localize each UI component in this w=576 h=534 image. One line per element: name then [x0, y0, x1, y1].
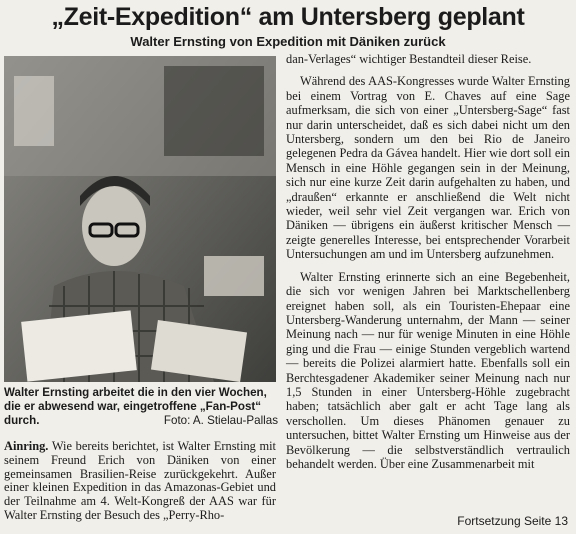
article-paragraph — [4, 440, 276, 523]
dateline: Ainring. — [4, 439, 49, 453]
photo-portrait-icon — [4, 56, 276, 382]
article-text: Wie bereits berichtet, ist Walter Ernsting mit seinem Freund Erich von Däniken von einer gemeinsamen Brasilien-Reise zurückgekehrt. Außer einer kleinen Expedition in das Amazonas-Gebiet und der Teilnahme am 4. Welt-Kongreß der AAS war für Walter Ernsting der Besuch des „Perry-Rho- — [4, 439, 276, 522]
article-column-left — [4, 440, 276, 523]
headline: „Zeit-Expedition“ am Untersberg geplant — [51, 3, 525, 31]
continuation-note: Fortsetzung Seite 13 — [457, 514, 568, 528]
subheadline: Walter Ernsting von Expedition mit Däniken zurück — [130, 34, 446, 49]
article-paragraph: Während des AAS-Kongresses wurde Walter Ernsting bei einem Vortrag von E. Chaves auf eine Sage aufmerksam, die sich von einer „Untersberg-Sage“ fast nur darin unterscheidet, daß es sich dabei nicht um den Untersberg, sondern um den bei Rio de Janeiro gelegenen Pedra da Gávea handelt. Hier wie dort soll ein Mensch in eine Höhle gegangen sein in der Meinung, sich nur eine kurze Zeit darin aufgehalten zu haben, und „draußen“ erkannte er anschließend die Welt nicht wieder, weil sehr viel Zeit vergangen war. Erich von Däniken — übrigens ein äußerst kritischer Mensch — zeigte generelles Interesse, bei entsprechender Vorarbeit Untersuchungen am und im Untersberg aufzunehmen. — [286, 74, 570, 262]
article-column-right — [286, 52, 570, 479]
caption-text: Walter Ernsting arbeitet die in den vier Wochen, die er abwesend war, eingetroffene „Fan-Post“ durch. — [4, 386, 267, 427]
photo-caption — [4, 386, 278, 428]
article-paragraph: dan-Verlages“ wichtiger Bestandteil dieser Reise. — [286, 52, 532, 66]
photo-portrait — [4, 56, 276, 382]
article-paragraph: Walter Ernsting erinnerte sich an eine Begebenheit, die sich vor wenigen Jahren bei Marktschellenberg ereignet haben soll, als ein Touristen-Ehepaar eine Untersberg-Wanderung unternahm, der Mann — seiner Meinung nach — nur für wenige Minuten in eine Höhle ging und die Frau — einige Stunden vergeblich wartend — bereits die Polizei alarmiert hatte. Ebenfalls soll ein Berchtesgadener Akademiker seiner Meinung nach nur 1,5 Stunden in einer Untersberg-Höhle zugebracht haben; tatsächlich aber galt er acht Tage lang als verschollen. Um dieses Phänomen genauer zu untersuchen, bittet Walter Ernsting um Hinweise aus der Bevölkerung — die selbstverständlich vertraulich behandelt werden. Über eine Zusammenarbeit mit — [286, 269, 570, 471]
photo-credit: Foto: A. Stielau-Pallas — [163, 414, 278, 427]
